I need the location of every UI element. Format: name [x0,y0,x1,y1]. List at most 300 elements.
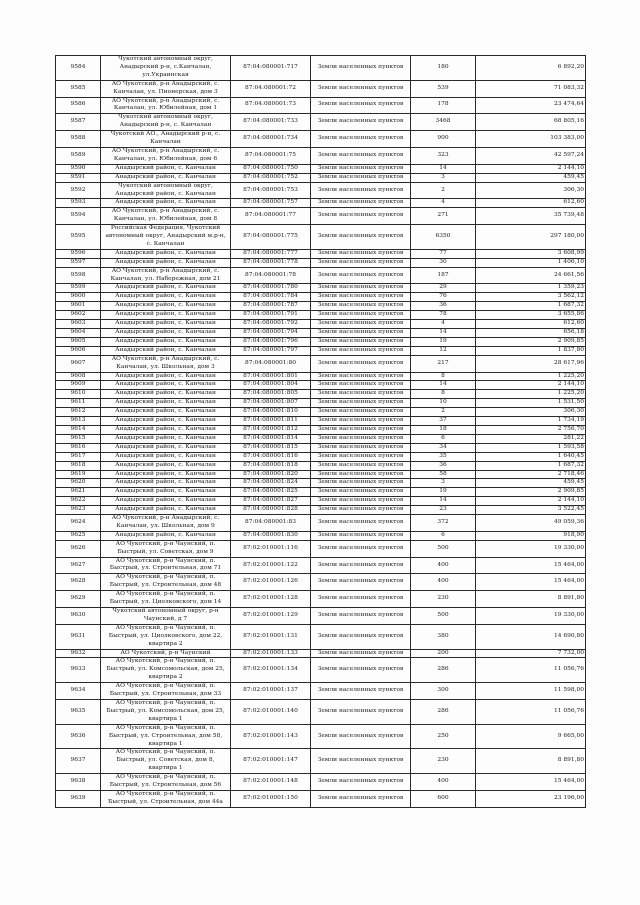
row-number: 9603 [56,320,101,329]
table-row [56,452,586,461]
row-number: 9608 [56,372,101,381]
parcel-address: Анадырский район, с. Канчалан [101,173,231,182]
cadastral-number: 87:04:080001:815 [231,443,311,452]
land-category: Земли населенных пунктов [311,497,411,506]
parcel-area: 400 [411,774,476,791]
cadastral-value: 15 464,00 [476,574,586,591]
cadastral-value: 3 608,99 [476,249,586,258]
parcel-address: Анадырский район, с. Канчалан [101,199,231,208]
row-number: 9590 [56,164,101,173]
cadastral-value: 1 406,10 [476,258,586,267]
cadastral-number: 87:02:010001:137 [231,683,311,700]
parcel-address: Анадырский район, с. Канчалан [101,479,231,488]
parcel-area: 400 [411,574,476,591]
land-category: Земли населенных пунктов [311,699,411,724]
cadastral-value: 2 144,10 [476,381,586,390]
land-category: Земли населенных пунктов [311,724,411,749]
row-number: 9631 [56,624,101,649]
parcel-area: 286 [411,658,476,683]
cadastral-value: 71 083,32 [476,80,586,97]
cadastral-value: 68 805,16 [476,114,586,131]
land-category: Земли населенных пунктов [311,443,411,452]
table-row [56,497,586,506]
parcel-area: 323 [411,147,476,164]
table-row [56,284,586,293]
parcel-address: Анадырский район, с. Канчалан [101,258,231,267]
row-number: 9595 [56,225,101,250]
table-row [56,408,586,417]
row-number: 9627 [56,557,101,574]
cadastral-number: 87:04:080001:801 [231,372,311,381]
table-row [56,591,586,608]
cadastral-number: 87:04:080001:734 [231,131,311,148]
table-row [56,574,586,591]
land-category: Земли населенных пунктов [311,147,411,164]
cadastral-number: 87:02:010001:147 [231,749,311,774]
parcel-address: АО Чукотский, р-н Анадырский, с. Канчалан, ул. Школьная, дом 3 [101,355,231,372]
land-category: Земли населенных пунктов [311,182,411,199]
table-row [56,147,586,164]
cadastral-value: 3 562,12 [476,293,586,302]
table-row [56,470,586,479]
table-row [56,649,586,658]
row-number: 9623 [56,506,101,515]
row-number: 9607 [56,355,101,372]
row-number: 9632 [56,649,101,658]
row-number: 9591 [56,173,101,182]
row-number: 9633 [56,658,101,683]
table-row [56,506,586,515]
parcel-address: Анадырский район, с. Канчалан [101,417,231,426]
parcel-address: АО Чукотский, р-н Чаунский, п. Быстрый, ул. Комсомольская, дом 25, квартира 1 [101,699,231,724]
cadastral-number: 87:04:080001:830 [231,531,311,540]
cadastral-value: 306,30 [476,408,586,417]
table-row [56,355,586,372]
row-number: 9584 [56,56,101,81]
row-number: 9588 [56,131,101,148]
cadastral-value: 11 598,00 [476,683,586,700]
row-number: 9618 [56,461,101,470]
parcel-address: Анадырский район, с. Канчалан [101,164,231,173]
parcel-address: АО Чукотский, р-н Чаунский, п. Быстрый, ул. Строительная, дом 33 [101,683,231,700]
parcel-address: Анадырский район, с. Канчалан [101,302,231,311]
parcel-area: 6 [411,434,476,443]
land-category: Земли населенных пунктов [311,649,411,658]
row-number: 9601 [56,302,101,311]
parcel-area: 400 [411,557,476,574]
cadastral-number: 87:02:010001:140 [231,699,311,724]
parcel-area: 8 [411,372,476,381]
land-category: Земли населенных пунктов [311,311,411,320]
table-row [56,249,586,258]
cadastral-number: 87:02:010001:128 [231,591,311,608]
cadastral-value: 103 383,00 [476,131,586,148]
parcel-address: Чукотский АО., Анадырский р-н, с. Канчалан [101,131,231,148]
row-number: 9630 [56,608,101,625]
parcel-area: 10 [411,399,476,408]
parcel-address: Анадырский район, с. Канчалан [101,408,231,417]
table-row [56,114,586,131]
cadastral-number: 87:04:080001:828 [231,506,311,515]
cadastral-value: 19 330,00 [476,540,586,557]
cadastral-number: 87:04:080001:80 [231,355,311,372]
cadastral-value: 1 359,23 [476,284,586,293]
parcel-area: 23 [411,506,476,515]
parcel-area: 58 [411,470,476,479]
table-row [56,337,586,346]
cadastral-value: 1 531,50 [476,399,586,408]
parcel-address: Анадырский район, с. Канчалан [101,399,231,408]
parcel-area: 18 [411,425,476,434]
cadastral-number: 87:04:080001:752 [231,173,311,182]
cadastral-number: 87:04:080001:778 [231,258,311,267]
cadastral-value: 297 180,00 [476,225,586,250]
row-number: 9597 [56,258,101,267]
cadastral-value: 1 734,19 [476,417,586,426]
cadastral-value: 1 837,80 [476,346,586,355]
parcel-area: 187 [411,267,476,284]
land-category: Земли населенных пунктов [311,531,411,540]
row-number: 9616 [56,443,101,452]
table-row [56,173,586,182]
parcel-area: 14 [411,164,476,173]
parcel-area: 3 [411,173,476,182]
table-row [56,557,586,574]
parcel-address: АО Чукотский, р-н Чаунский, п. Быстрый, ул. Циолковского, дом 14 [101,591,231,608]
cadastral-number: 87:02:010001:126 [231,574,311,591]
cadastral-number: 87:02:010001:122 [231,557,311,574]
parcel-area: 4 [411,199,476,208]
parcel-address: Анадырский район, с. Канчалан [101,452,231,461]
cadastral-number: 87:04:080001:827 [231,497,311,506]
parcel-address: Анадырский район, с. Канчалан [101,443,231,452]
land-category: Земли населенных пунктов [311,267,411,284]
land-category: Земли населенных пунктов [311,399,411,408]
parcel-address: Анадырский район, с. Канчалан [101,249,231,258]
table-row [56,164,586,173]
table-row [56,531,586,540]
parcel-address: Анадырский район, с. Канчалан [101,434,231,443]
land-category: Земли населенных пунктов [311,540,411,557]
parcel-area: 19 [411,337,476,346]
land-category: Земли населенных пунктов [311,557,411,574]
parcel-address: Анадырский район, с. Канчалан [101,372,231,381]
parcel-area: 2 [411,408,476,417]
parcel-address: АО Чукотский, р-н Чаунский, п. Быстрый, ул. Комсомольская, дом 25, квартира 2 [101,658,231,683]
row-number: 9628 [56,574,101,591]
parcel-address: АО Чукотский, р-н Чаунский, п. Быстрый, ул. Строительная, дом 71 [101,557,231,574]
cadastral-value: 281,22 [476,434,586,443]
parcel-address: АО Чукотский, р-н Анадырский, с. Канчалан, ул. Юбилейная, дом 6 [101,147,231,164]
parcel-address: АО Чукотский, р-н Чаунский, п. Быстрый, ул. Строительная, дом 48 [101,574,231,591]
parcel-area: 76 [411,293,476,302]
table-row [56,302,586,311]
table-row [56,479,586,488]
land-category: Земли населенных пунктов [311,470,411,479]
table-row [56,774,586,791]
table-row [56,724,586,749]
cadastral-value: 24 661,56 [476,267,586,284]
parcel-area: 14 [411,381,476,390]
cadastral-number: 87:04:080001:750 [231,164,311,173]
parcel-area: 30 [411,258,476,267]
land-category: Земли населенных пунктов [311,355,411,372]
row-number: 9619 [56,470,101,479]
table-row [56,443,586,452]
cadastral-value: 2 144,10 [476,497,586,506]
cadastral-value: 612,60 [476,320,586,329]
cadastral-value: 306,30 [476,182,586,199]
cadastral-value: 1 687,32 [476,302,586,311]
land-category: Земли населенных пунктов [311,434,411,443]
row-number: 9615 [56,434,101,443]
land-category: Земли населенных пунктов [311,381,411,390]
parcel-address: Анадырский район, с. Канчалан [101,506,231,515]
cadastral-number: 87:04:080001:791 [231,311,311,320]
cadastral-value: 1 640,45 [476,452,586,461]
land-category: Земли населенных пунктов [311,164,411,173]
cadastral-number: 87:04:080001:787 [231,302,311,311]
cadastral-value: 459,45 [476,479,586,488]
land-category: Земли населенных пунктов [311,658,411,683]
table-row [56,624,586,649]
cadastral-value: 2 756,70 [476,425,586,434]
land-category: Земли населенных пунктов [311,80,411,97]
land-category: Земли населенных пунктов [311,329,411,338]
land-category: Земли населенных пунктов [311,683,411,700]
cadastral-number: 87:02:010001:134 [231,658,311,683]
parcel-address: Анадырский район, с. Канчалан [101,329,231,338]
land-category: Земли населенных пунктов [311,97,411,114]
cadastral-number: 87:04:080001:784 [231,293,311,302]
row-number: 9613 [56,417,101,426]
land-category: Земли населенных пунктов [311,488,411,497]
cadastral-value: 612,60 [476,199,586,208]
table-row [56,515,586,532]
cadastral-value: 656,18 [476,329,586,338]
parcel-area: 286 [411,699,476,724]
cadastral-value: 2 144,10 [476,164,586,173]
land-category: Земли населенных пунктов [311,284,411,293]
land-category: Земли населенных пунктов [311,608,411,625]
cadastral-value: 6 892,20 [476,56,586,81]
land-category: Земли населенных пунктов [311,131,411,148]
table-row [56,699,586,724]
row-number: 9592 [56,182,101,199]
cadastral-number: 87:04:080001:810 [231,408,311,417]
table-row [56,749,586,774]
table-row [56,329,586,338]
parcel-area: 19 [411,488,476,497]
row-number: 9636 [56,724,101,749]
land-category: Земли населенных пунктов [311,774,411,791]
parcel-area: 3468 [411,114,476,131]
table-row [56,182,586,199]
row-number: 9605 [56,337,101,346]
register-table-body [56,56,586,808]
cadastral-value: 7 732,00 [476,649,586,658]
cadastral-number: 87:04:080001:804 [231,381,311,390]
row-number: 9614 [56,425,101,434]
parcel-address: Анадырский район, с. Канчалан [101,311,231,320]
parcel-address: АО Чукотский, р-н Чаунский, п. Быстрый, ул. Строительная, дом 56 [101,774,231,791]
cadastral-number: 87:04:080001:73 [231,97,311,114]
cadastral-number: 87:04:080001:807 [231,399,311,408]
row-number: 9587 [56,114,101,131]
land-category: Земли населенных пунктов [311,56,411,81]
cadastral-value: 42 597,24 [476,147,586,164]
table-row [56,683,586,700]
table-row [56,225,586,250]
parcel-address: АО Чукотский, р-н Чаунский, п. Быстрый, ул. Циолковского, дом 22, квартира 2 [101,624,231,649]
table-row [56,417,586,426]
cadastral-number: 87:04:080001:75 [231,147,311,164]
parcel-address: Чукотский автономный округ, Анадырский р-н, с.Канчалан, ул.Украинская [101,56,231,81]
parcel-address: Анадырский район, с. Канчалан [101,346,231,355]
cadastral-value: 9 665,00 [476,724,586,749]
table-row [56,56,586,81]
parcel-address: Чукотский автономный округ, Анадырский район, с. Канчалан [101,182,231,199]
table-row [56,540,586,557]
parcel-area: 36 [411,461,476,470]
cadastral-number: 87:04:080001:72 [231,80,311,97]
cadastral-value: 14 690,80 [476,624,586,649]
table-row [56,488,586,497]
table-row [56,434,586,443]
row-number: 9634 [56,683,101,700]
row-number: 9629 [56,591,101,608]
land-category: Земли населенных пунктов [311,591,411,608]
parcel-area: 36 [411,302,476,311]
cadastral-number: 87:04:080001:775 [231,225,311,250]
cadastral-number: 87:04:080001:78 [231,267,311,284]
cadastral-value: 23 474,64 [476,97,586,114]
table-row [56,372,586,381]
row-number: 9617 [56,452,101,461]
parcel-address: Анадырский район, с. Канчалан [101,320,231,329]
cadastral-number: 87:02:010001:116 [231,540,311,557]
cadastral-number: 87:04:080001:777 [231,249,311,258]
parcel-address: Анадырский район, с. Канчалан [101,488,231,497]
land-category: Земли населенных пунктов [311,258,411,267]
table-row [56,311,586,320]
cadastral-number: 87:02:010001:133 [231,649,311,658]
parcel-address: Анадырский район, с. Канчалан [101,381,231,390]
cadastral-number: 87:04:080001:753 [231,182,311,199]
land-category: Земли населенных пунктов [311,749,411,774]
row-number: 9626 [56,540,101,557]
row-number: 9609 [56,381,101,390]
parcel-area: 217 [411,355,476,372]
land-category: Земли населенных пунктов [311,346,411,355]
cadastral-number: 87:04:080001:814 [231,434,311,443]
land-category: Земли населенных пунктов [311,302,411,311]
table-row [56,608,586,625]
land-category: Земли населенных пунктов [311,199,411,208]
cadastral-value: 8 891,80 [476,749,586,774]
parcel-address: Анадырский район, с. Канчалан [101,390,231,399]
row-number: 9599 [56,284,101,293]
cadastral-value: 1 225,20 [476,390,586,399]
parcel-area: 37 [411,417,476,426]
cadastral-value: 1 593,58 [476,443,586,452]
row-number: 9604 [56,329,101,338]
parcel-area: 230 [411,591,476,608]
cadastral-value: 49 059,36 [476,515,586,532]
parcel-address: АО Чукотский, р-н Анадырский, с. Канчалан, ул. Школьная, дом 9 [101,515,231,532]
parcel-area: 539 [411,80,476,97]
land-category: Земли населенных пунктов [311,461,411,470]
cadastral-number: 87:04:080001:796 [231,337,311,346]
row-number: 9612 [56,408,101,417]
parcel-area: 3 [411,479,476,488]
parcel-address: АО Чукотский, р-н Анадырский, с. Канчалан, ул. Пионерская, дом 3 [101,80,231,97]
parcel-address: Чукотский автономный округ, Анадырский р-н, с. Канчалан [101,114,231,131]
cadastral-number: 87:04:080001:757 [231,199,311,208]
row-number: 9596 [56,249,101,258]
row-number: 9638 [56,774,101,791]
cadastral-number: 87:02:010001:131 [231,624,311,649]
land-category: Земли населенных пунктов [311,624,411,649]
cadastral-number: 87:04:080001:794 [231,329,311,338]
parcel-area: 29 [411,284,476,293]
parcel-address: Российская Федерация, Чукотский автономный округ, Анадырский м.р-н, с. Канчалан [101,225,231,250]
row-number: 9600 [56,293,101,302]
parcel-area: 35 [411,452,476,461]
row-number: 9637 [56,749,101,774]
parcel-area: 372 [411,515,476,532]
land-category: Земли населенных пунктов [311,417,411,426]
parcel-area: 14 [411,497,476,506]
row-number: 9624 [56,515,101,532]
parcel-address: Анадырский район, с. Канчалан [101,497,231,506]
cadastral-value: 15 464,00 [476,774,586,791]
table-row [56,131,586,148]
cadastral-number: 87:02:010001:148 [231,774,311,791]
land-register-table [55,55,586,808]
land-category: Земли населенных пунктов [311,790,411,807]
land-category: Земли населенных пунктов [311,114,411,131]
table-row [56,199,586,208]
parcel-area: 300 [411,683,476,700]
parcel-address: АО Чукотский, р-н Чаунский, п. Быстрый, ул. Строительная, дом 58, квартира 1 [101,724,231,749]
table-row [56,381,586,390]
parcel-address: АО Чукотский, р-н Анадырский, с. Канчалан, ул. Юбилейная, дом 8 [101,208,231,225]
cadastral-number: 87:04:080001:780 [231,284,311,293]
cadastral-value: 459,45 [476,173,586,182]
row-number: 9611 [56,399,101,408]
cadastral-value: 11 056,76 [476,699,586,724]
parcel-area: 4 [411,320,476,329]
cadastral-number: 87:04:080001:820 [231,470,311,479]
table-row [56,267,586,284]
cadastral-number: 87:04:080001:811 [231,417,311,426]
parcel-address: АО Чукотский, р-н Чаунский [101,649,231,658]
parcel-address: Анадырский район, с. Канчалан [101,337,231,346]
cadastral-value: 2 909,85 [476,488,586,497]
land-category: Земли населенных пунктов [311,337,411,346]
cadastral-number: 87:04:080001:818 [231,461,311,470]
parcel-area: 271 [411,208,476,225]
cadastral-number: 87:04:080001:792 [231,320,311,329]
table-row [56,658,586,683]
parcel-address: Анадырский район, с. Канчалан [101,293,231,302]
parcel-area: 2 [411,182,476,199]
cadastral-number: 87:04:080001:825 [231,488,311,497]
row-number: 9586 [56,97,101,114]
cadastral-number: 87:04:080001:717 [231,56,311,81]
cadastral-number: 87:04:080001:805 [231,390,311,399]
